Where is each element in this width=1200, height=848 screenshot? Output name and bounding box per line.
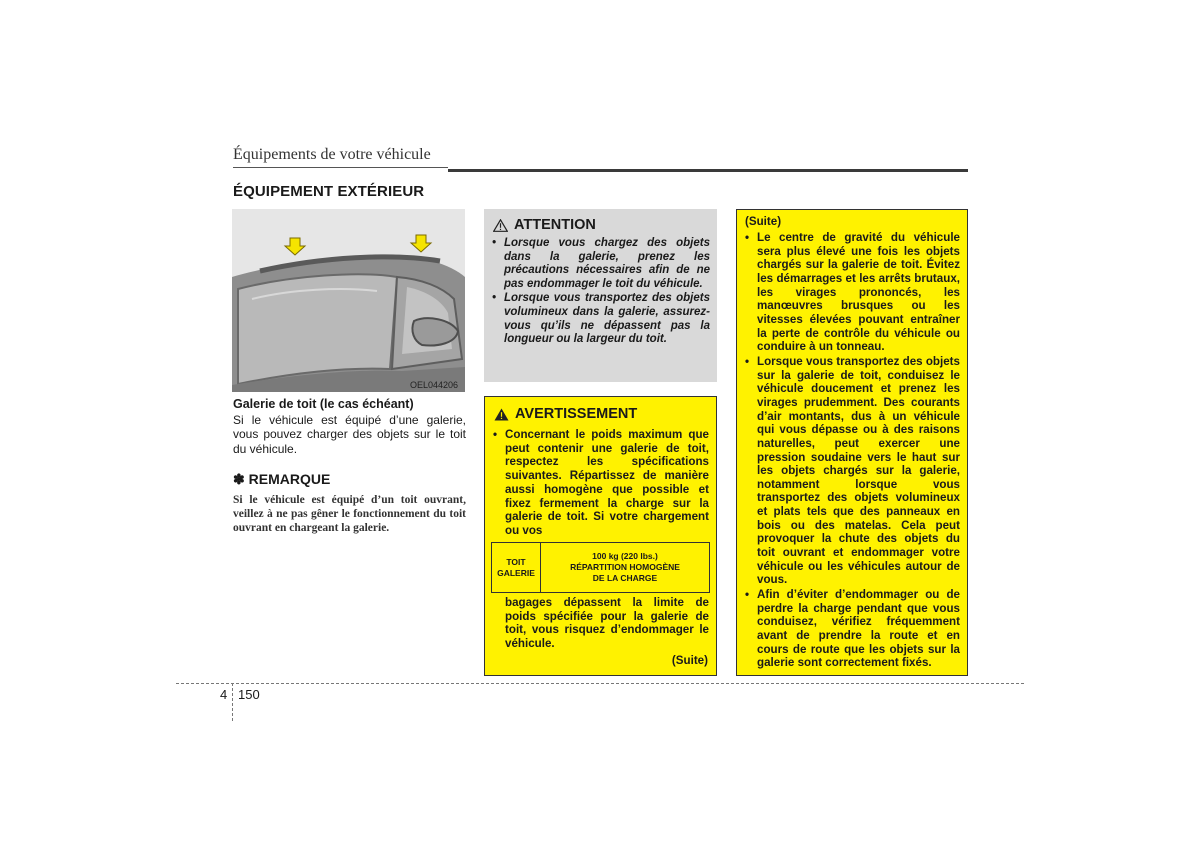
attention-list <box>492 237 710 348</box>
list-item: • Le centre de gravité du véhicule sera plus élevé une fois les objets chargés sur la galerie de toit. Évitez les démarrages et les arrêts brutaux, les virages prononcés, les manœuvres brusques ou les vitesses élevées pouvant entraîner la perte de contrôle du véhicule ou conduire à un tonneau. <box>745 231 960 354</box>
section-title: ÉQUIPEMENT EXTÉRIEUR <box>233 183 425 200</box>
warning-continuation: bagages dépassent la limite de poids spécifiée pour la galerie de toit, vous risquez d’endommager le véhicule. <box>505 596 709 651</box>
attention-header <box>493 217 596 233</box>
list-item: • Concernant le poids maximum que peut contenir une galerie de toit, respectez les spécifications suivantes. Répartissez de manière aussi homogène que possible et fixez fermement la charge sur la galerie de toit. Si votre chargement ou vos <box>493 428 709 537</box>
note-body: Si le véhicule est équipé d’un toit ouvrant, veillez à ne pas gêner le fonctionnement du toit ouvrant en chargeant la galerie. <box>233 494 466 535</box>
list-item: • Lorsque vous chargez des objets dans la galerie, prenez les précautions nécessaires afin de ne pas endommager le toit du véhicule. <box>492 237 710 290</box>
chapter-title: Équipements de votre véhicule <box>233 146 431 163</box>
figure-code: OEL044206 <box>410 380 459 390</box>
caption-title: Galerie de toit (le cas échéant) <box>233 397 414 411</box>
page-number: 150 <box>238 687 260 702</box>
list-item: • Afin d’éviter d’endommager ou de perdre la charge pendant que vous conduisez, vérifiez fréquemment avant de prendre la route et en cours de route que les objets sur la galerie sont correctement fixés. <box>745 588 960 670</box>
continued-warning-box <box>736 209 968 676</box>
footer-divider <box>232 683 233 721</box>
attention-title: ATTENTION <box>514 217 596 233</box>
continued-title: (Suite) <box>745 215 782 228</box>
roof-rack-illustration <box>232 209 465 392</box>
car-roof-drawing <box>232 209 465 392</box>
warning-box <box>484 396 717 676</box>
caption-body: Si le véhicule est équipé d’une galerie, vous pouvez charger des objets sur le toit du véhicule. <box>233 413 466 456</box>
header-rule-thick <box>448 169 968 172</box>
warning-header <box>494 406 637 422</box>
header-rule <box>233 167 448 168</box>
warning-title: AVERTISSEMENT <box>515 406 638 422</box>
note-title: ✽ REMARQUE <box>233 471 331 487</box>
table-cell-roof-rack: TOIT GALERIE <box>492 543 541 593</box>
warning-triangle-icon <box>494 408 509 421</box>
continued-label: (Suite) <box>671 654 708 667</box>
page-chapter: 4 <box>220 687 228 702</box>
attention-box <box>484 209 717 382</box>
continued-list <box>745 231 960 671</box>
list-item: • Lorsque vous transportez des objets volumineux dans la galerie, assurez-vous qu’ils ne dépassent pas la longueur ou la largeur du toit. <box>492 292 710 346</box>
caution-triangle-icon <box>493 219 508 232</box>
load-limit-table <box>491 542 710 593</box>
list-item: • Lorsque vous transportez des objets sur la galerie de toit, conduisez le véhicule doucement et prenez les virages prudemment. Des courants d’air montants, dus à un véhicule qui vous dépasse ou à des raisons naturelles, peut exercer une pression soudaine vers le haut sur les objets chargés sur la galerie, notamment lorsque vous transportez des objets volumineux et plats tels que des panneaux en bois ou des matelas. Cela peut provoquer la chute des objets du toit ouvrant et endommager votre véhicule ou les véhicules autour de vous. <box>745 354 960 587</box>
warning-list <box>493 428 709 538</box>
footer-rule <box>176 683 1024 684</box>
table-cell-load-limit: 100 kg (220 lbs.) RÉPARTITION HOMOGÈNE DE LA CHARGE <box>541 543 710 593</box>
